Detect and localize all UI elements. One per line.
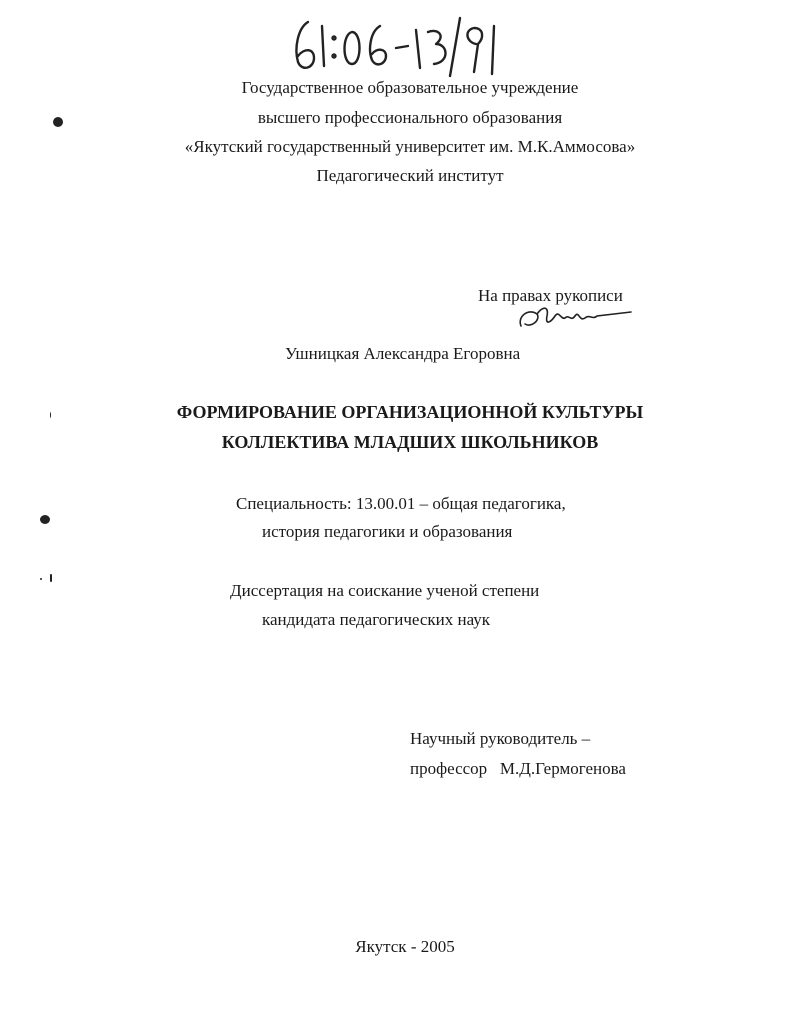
- author-name: Ушницкая Александра Егоровна: [285, 344, 521, 363]
- supervisor-line-2: профессор М.Д.Гермогенова: [410, 759, 626, 778]
- institution-line-4: Педагогический институт: [316, 166, 504, 185]
- manuscript-note: На правах рукописи: [478, 286, 623, 305]
- institution-line-3: «Якутский государственный университет им. М.К.Аммосова»: [184, 137, 636, 156]
- scan-speck: [40, 578, 42, 580]
- scan-speck: [53, 117, 63, 127]
- degree-line-1: Диссертация на соискание ученой степени: [230, 581, 540, 600]
- title-line-2: КОЛЛЕКТИВА МЛАДШИХ ШКОЛЬНИКОВ: [221, 432, 599, 452]
- specialty-line-2: история педагогики и образования: [262, 522, 513, 541]
- institution-line-1: Государственное образовательное учреждение: [241, 78, 579, 97]
- place-year: Якутск - 2005: [355, 937, 455, 956]
- title-line-1: ФОРМИРОВАНИЕ ОРГАНИЗАЦИОННОЙ КУЛЬТУРЫ: [176, 402, 644, 422]
- degree-line-2: кандидата педагогических наук: [262, 610, 491, 629]
- institution-line-2: высшего профессионального образования: [257, 108, 563, 127]
- scan-speck: [50, 412, 51, 418]
- handwritten-archive-number: [270, 8, 510, 78]
- scan-speck: [40, 515, 50, 524]
- scan-speck: [50, 574, 52, 582]
- signature: [515, 302, 635, 336]
- supervisor-line-1: Научный руководитель –: [410, 729, 591, 748]
- specialty-line-1: Специальность: 13.00.01 – общая педагогика,: [236, 494, 566, 513]
